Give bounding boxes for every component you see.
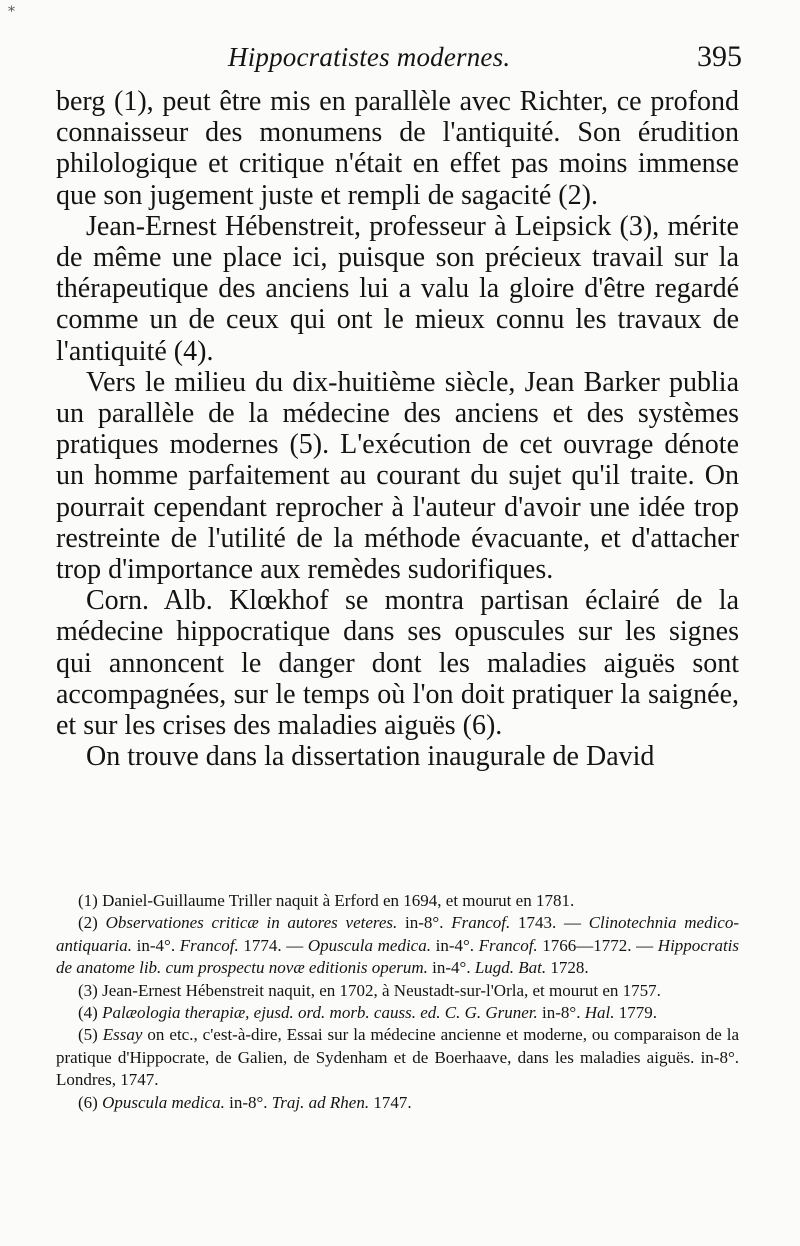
footnote-title: Palæologia therapiæ, ejusd. ord. morb. causs. ed. C. G. Gruner. (102, 1003, 538, 1023)
footnote-text: 1766—1772. — (537, 935, 658, 955)
footnote-4 (56, 1002, 739, 1024)
footnote-number: (5) (78, 1025, 98, 1045)
footnote-place: Francof. (451, 913, 511, 933)
footnote-5 (56, 1024, 739, 1091)
footnote-2 (56, 912, 739, 979)
footnote-text: 1774. — (238, 935, 308, 955)
footnote-place: Lugd. Bat. (474, 958, 547, 978)
footnote-title: Observationes criticæ in autores veteres. (105, 913, 398, 933)
footnote-place: Traj. ad Rhen. (271, 1092, 370, 1112)
footnote-number: (6) (78, 1092, 98, 1112)
paragraph: berg (1), peut être mis en parallèle avec Richter, ce profond connaisseur des monumens de l'antiquité. Son érudition philologique et critique n'était en effet pas moins immense que son jugement juste et rempli de sagacité (2). (56, 86, 739, 211)
footnote-number: (4) (78, 1003, 98, 1023)
running-title: Hippocratistes modernes. (228, 42, 511, 72)
footnote-text: 1728. (546, 958, 589, 978)
footnote-title: Essay (102, 1025, 143, 1045)
page-header (56, 42, 742, 82)
footnote-text: in-4°. (132, 935, 180, 955)
footnote-text: in-8°. (397, 913, 452, 933)
footnote-title: Hippocratis de anatome lib. cum prospectu novæ editionis operum. (56, 935, 740, 978)
footnote-6 (56, 1092, 739, 1114)
paragraph: Corn. Alb. Klœkhof se montra partisan éclairé de la médecine hippocratique dans ses opuscules sur les signes qui annoncent le danger dont les maladies aiguës sont accompagnées, sur le temps où l'on doit pratiquer la saignée, et sur les crises des maladies aiguës (6). (56, 585, 739, 742)
paragraph: Vers le milieu du dix-huitième siècle, Jean Barker publia un parallèle de la médecine des anciens et des systèmes pratiques modernes (5). L'exécution de cet ouvrage dénote un homme parfaitement au courant du sujet qu'il traite. On pourrait cependant reprocher à l'auteur d'avoir une idée trop restreinte de l'utilité de la méthode évacuante, et d'attacher trop d'importance aux remèdes sudorifiques. (56, 366, 739, 586)
footnote-place: Francof. (478, 935, 538, 955)
paragraph: Jean-Ernest Hébenstreit, professeur à Leipsick (3), mérite de même une place ici, puisque son précieux travail sur la thérapeutique des anciens lui a valu la gloire d'être regardé comme un de ceux qui ont le mieux connu les travaux de l'antiquité (4). (56, 210, 739, 367)
footnote-title: Opuscula medica. (102, 1092, 225, 1112)
footnote-place: Hal. (584, 1003, 615, 1023)
corner-mark: * (8, 4, 15, 20)
footnote-title: Opuscula medica. (307, 935, 431, 955)
footnote-1: (1) Daniel-Guillaume Triller naquit à Erford en 1694, et mourut en 1781. (78, 891, 575, 910)
footnote-text: in-8°. (224, 1092, 272, 1112)
footnotes (56, 890, 739, 1114)
footnote-3: (3) Jean-Ernest Hébenstreit naquit, en 1702, à Neustadt-sur-l'Orla, et mourut en 1757. (78, 980, 661, 1000)
footnote-number: (2) (78, 913, 98, 933)
footnote-text: on etc., c'est-à-dire, Essai sur la médecine ancienne et moderne, ou comparaison de la pratique d'Hippocrate, de Galien, de Sydenham et de Boerhaave, dans les maladies aiguës. in-8°. Londres, 1747. (56, 1025, 740, 1090)
footnote-text: in-4°. (427, 958, 475, 978)
footnote-place: Francof. (179, 935, 239, 955)
footnote-text: 1779. (614, 1003, 657, 1023)
footnote-text: in-4°. (430, 935, 479, 955)
body-text (56, 86, 739, 772)
footnote-title: Clinotechnia medico-antiquaria. (56, 913, 740, 955)
paragraph: On trouve dans la dissertation inaugurale de David (86, 741, 655, 773)
footnote-text: 1747. (369, 1092, 412, 1112)
page-number: 395 (697, 40, 742, 73)
footnote-text: in-8°. (537, 1003, 585, 1023)
footnote-text: 1743. — (510, 913, 589, 933)
